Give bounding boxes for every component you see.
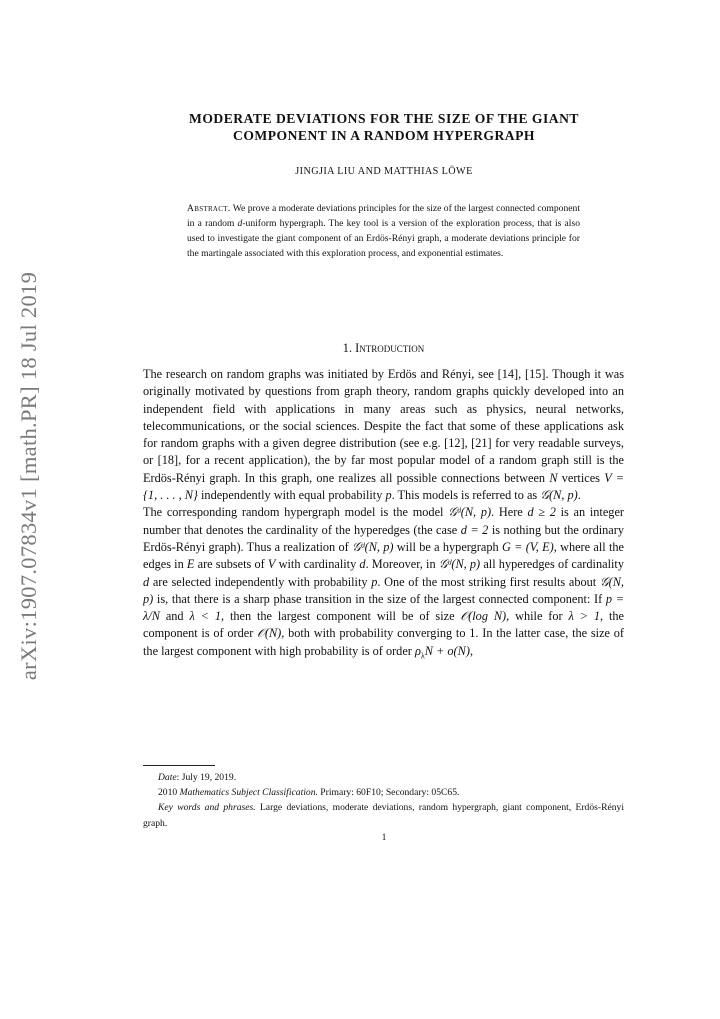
footnote-rule bbox=[143, 765, 215, 766]
paragraph-1 bbox=[143, 366, 624, 504]
footnote-msc bbox=[143, 785, 624, 800]
text-run: , then the largest component will be of size bbox=[221, 609, 461, 624]
paragraph-2 bbox=[143, 504, 624, 664]
text-run: is nothing but the ordinary Erdös-Rényi graph). Thus a realization of bbox=[143, 522, 625, 554]
math-run: d bbox=[359, 557, 366, 572]
text-run: is, that there is a sharp phase transition in the size of the largest connected component: If bbox=[153, 591, 606, 606]
arxiv-stamp-text: arXiv:1907.07834v1 [math.PR] 18 Jul 2019 bbox=[16, 271, 42, 681]
text-run: are selected independently with probability bbox=[149, 574, 372, 589]
text-run: will be a hypergraph bbox=[393, 539, 502, 554]
math-run: λ > 1 bbox=[568, 609, 601, 624]
abstract bbox=[187, 201, 580, 261]
text-run: is an integer number that denotes the cardinality of the hyperedges (the case bbox=[143, 505, 625, 537]
math-run: ρ bbox=[414, 643, 421, 658]
math-run: p bbox=[385, 488, 392, 503]
abstract-label: Abstract. bbox=[187, 203, 231, 214]
text-run: . Moreover, in bbox=[365, 557, 439, 572]
text-run: all hyperedges of cardinality bbox=[480, 557, 624, 572]
footnote-keywords bbox=[143, 800, 624, 830]
text-run: vertices bbox=[557, 470, 605, 485]
math-run: λ < 1 bbox=[189, 609, 221, 624]
text-run: , the component is of order bbox=[143, 609, 625, 641]
math-subscript: λ bbox=[420, 651, 425, 661]
math-run: d = 2 bbox=[460, 522, 489, 537]
footnote-date bbox=[143, 770, 624, 785]
math-run: 𝒢ᵈ(N, p) bbox=[352, 539, 394, 554]
math-run: 𝒢(N, p) bbox=[540, 488, 578, 503]
text-run: , both with probability converging to 1. In the latter case, the size of the largest component with high probability is of order bbox=[143, 626, 624, 658]
footnote-label: Key words and phrases. bbox=[158, 802, 256, 814]
abstract-text-2: -uniform hypergraph. The key tool is a version of the exploration process, that is also used to investigate the giant component of an Erdös-Rényi graph, a moderate deviations principle for the martingale associated with this exploration process, and exponential estimates. bbox=[187, 218, 580, 260]
math-run: 𝒢ᵈ(N, p) bbox=[438, 557, 481, 572]
footnote-value: Primary: 60F10; Secondary: 05C65. bbox=[317, 787, 460, 799]
paper-title bbox=[120, 110, 648, 144]
math-run: 𝒪(log N) bbox=[460, 609, 507, 624]
math-run: d ≥ 2 bbox=[527, 505, 556, 520]
math-run: E bbox=[186, 557, 195, 572]
page-number: 1 bbox=[381, 832, 387, 843]
text-run: . One of the most striking first results about bbox=[377, 574, 600, 589]
math-run: p = λ/N bbox=[143, 591, 624, 624]
math-run: 𝒢(N, p) bbox=[143, 574, 624, 606]
footnotes bbox=[143, 770, 624, 831]
footnote-prefix: 2010 bbox=[158, 787, 180, 799]
text-run: independently with equal probability bbox=[197, 488, 386, 503]
math-run: 𝒢ᵈ(N, p) bbox=[448, 505, 492, 520]
text-run: , where all the edges in bbox=[143, 539, 625, 572]
math-run: p bbox=[371, 574, 378, 589]
section-number: 1. bbox=[342, 341, 353, 355]
footnote-label: Date bbox=[158, 772, 177, 783]
math-run: N + o(N) bbox=[424, 643, 470, 658]
abstract-math-d: d bbox=[237, 218, 243, 230]
footnote-label: Mathematics Subject Classification. bbox=[179, 787, 318, 799]
text-run: , bbox=[469, 643, 474, 658]
title-line-2: COMPONENT IN A RANDOM HYPERGRAPH bbox=[233, 128, 535, 143]
section-title: Introduction bbox=[355, 341, 425, 355]
footnote-value: : July 19, 2019. bbox=[176, 772, 237, 783]
math-run: G = (V, E) bbox=[501, 539, 554, 554]
text-run: . Here bbox=[491, 505, 528, 520]
math-run: d bbox=[143, 574, 150, 589]
math-run: 𝒪(N) bbox=[257, 626, 282, 641]
text-run: . bbox=[577, 488, 581, 503]
section-heading bbox=[143, 341, 624, 356]
text-run: . This models is referred to as bbox=[391, 488, 541, 503]
abstract-text-1: We prove a moderate deviations principles for the size of the largest connected component in a random bbox=[187, 203, 581, 230]
math-run: N bbox=[549, 470, 558, 485]
text-run: , while for bbox=[506, 609, 569, 624]
text-run: The corresponding random hypergraph model is the model bbox=[143, 505, 449, 520]
text-run: with cardinality bbox=[275, 557, 360, 572]
math-run: V bbox=[267, 557, 276, 572]
text-run: The research on random graphs was initiated by Erdös and Rényi, see [14], [15]. Though it was originally motivated by questions from graph theory, random graphs quickly developed into an independent field with applications in many areas such as physics, neural networks, telecommunications, or the social sciences. Despite the fact that some of these applications ask for random graphs with a given degree distribution (see e.g. [12], [21] for very readable surveys, or [18], for a recent application), the by far most popular model of a random graph still is the Erdös-Rényi graph. In this graph, one realizes all possible connections between bbox=[143, 367, 624, 485]
math-run: V = {1, . . . , N} bbox=[143, 470, 624, 503]
text-run: are subsets of bbox=[194, 557, 268, 572]
arxiv-stamp bbox=[6, 271, 52, 681]
footnote-value: Large deviations, moderate deviations, random hypergraph, giant component, Erdös-Rényi graph. bbox=[143, 802, 624, 829]
text-run: and bbox=[159, 609, 190, 624]
title-line-1: MODERATE DEVIATIONS FOR THE SIZE OF THE GIANT bbox=[189, 111, 579, 126]
authors: JINGJIA LIU AND MATTHIAS LÖWE bbox=[295, 166, 473, 177]
body-text bbox=[143, 366, 624, 665]
